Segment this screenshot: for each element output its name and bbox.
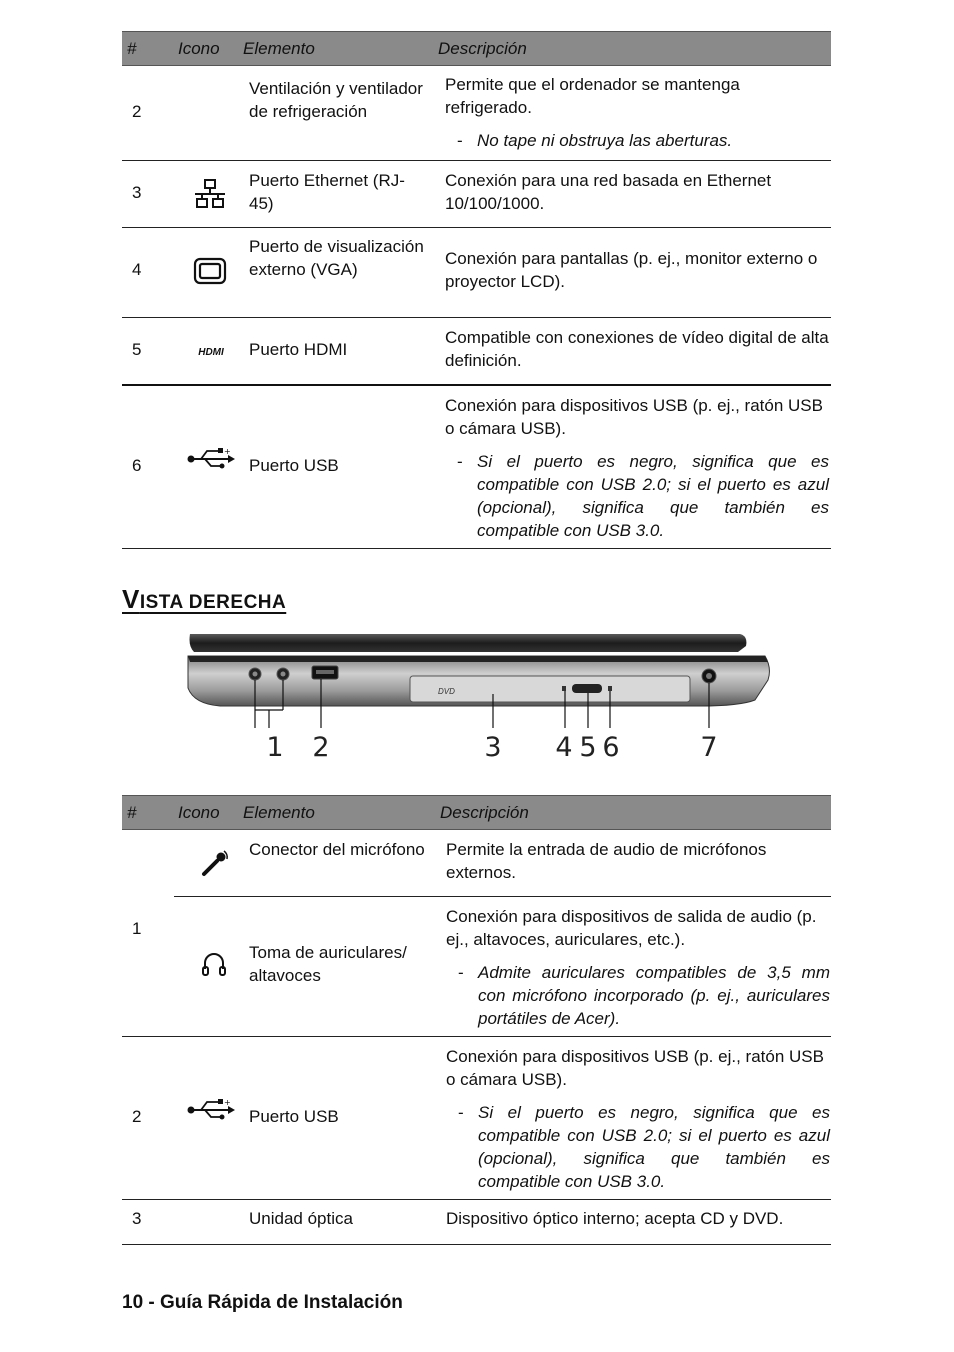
header-element: Elemento: [243, 803, 315, 822]
element-name: Puerto HDMI: [249, 340, 348, 359]
section-title-initial: V: [122, 584, 140, 614]
table-row: [122, 386, 831, 549]
table-row-group: [122, 830, 831, 1037]
element-name: Puerto de visualización externo (VGA): [249, 237, 424, 279]
table-row: [122, 161, 831, 228]
svg-text:+: +: [224, 1098, 231, 1107]
section-title-rest: ISTA DERECHA: [139, 592, 287, 613]
hdmi-icon: [192, 345, 234, 357]
usb-icon: [186, 1097, 231, 1121]
description-text: Dispositivo óptico interno; acepta CD y DVD.: [446, 1209, 784, 1228]
hdmi-icon-text: HDMI: [198, 347, 224, 357]
description-text: Compatible con conexiones de vídeo digital de alta definición.: [445, 328, 829, 370]
description-note: [446, 961, 830, 1030]
table-row: [122, 1037, 831, 1200]
element-name: Unidad óptica: [249, 1209, 353, 1228]
row-number: 2: [132, 1107, 142, 1126]
ports-table-left: [122, 31, 831, 549]
header-icon: Icono: [178, 39, 220, 58]
table-subrow: [174, 830, 831, 897]
note-text: Admite auriculares compatibles de 3,5 mm con micrófono incorporado (p. ej., auriculares portátiles de Acer).: [478, 963, 830, 1028]
note-text: Si el puerto es negro, significa que es compatible con USB 2.0; si el puerto es azul (opcional), significa que también es compatible con USB 3.0.: [477, 452, 829, 540]
dvd-logo: DVD: [438, 687, 455, 696]
header-num: #: [127, 39, 137, 58]
vga-icon: [192, 257, 234, 285]
table-header: [122, 31, 831, 66]
row-number: 6: [132, 456, 142, 475]
description: [445, 394, 829, 542]
svg-text:+: +: [224, 447, 231, 456]
description-text: Permite que el ordenador se mantenga refrigerado.: [445, 75, 740, 117]
laptop-right-side-diagram: [180, 628, 780, 768]
row-number: 3: [132, 183, 142, 202]
callout-4: 4: [555, 732, 573, 763]
note-dash: -: [457, 452, 463, 471]
callout-5: 5: [579, 732, 597, 763]
callout-3: 3: [484, 732, 502, 763]
description-text: Permite la entrada de audio de micrófonos externos.: [446, 840, 767, 882]
page-footer: 10 - Guía Rápida de Instalación: [122, 1292, 403, 1313]
eject-button: [572, 684, 602, 693]
header-element: Elemento: [243, 39, 315, 58]
note-text: Si el puerto es negro, significa que es compatible con USB 2.0; si el puerto es azul (opcional), significa que también es compatible con USB 3.0.: [478, 1103, 830, 1191]
header-description: Descripción: [438, 39, 527, 58]
row-number: 5: [132, 340, 142, 359]
description: [446, 1045, 830, 1193]
table-row: [122, 66, 831, 161]
laptop-lid: [190, 634, 747, 652]
description-note: [446, 1101, 830, 1193]
description: [445, 73, 829, 152]
optical-drive: [410, 676, 690, 702]
table-row: [122, 228, 831, 318]
description-text: Conexión para pantallas (p. ej., monitor externo o proyector LCD).: [445, 249, 818, 291]
description-note: [445, 450, 829, 542]
table-subrow: [174, 897, 831, 1036]
description-text: Conexión para dispositivos USB (p. ej., ratón USB o cámara USB).: [446, 1047, 824, 1089]
element-name: Conector del micrófono: [249, 840, 425, 859]
section-title: [122, 584, 286, 615]
headphones-icon: [200, 951, 228, 979]
callout-6: 6: [602, 732, 620, 763]
row-number: 1: [132, 919, 142, 938]
description-text: Conexión para dispositivos USB (p. ej., ratón USB o cámara USB).: [445, 396, 823, 438]
header-num: #: [127, 803, 137, 822]
element-name: Ventilación y ventilador de refrigeración: [249, 79, 423, 121]
ethernet-icon: [192, 178, 234, 210]
note-dash: -: [458, 963, 464, 982]
callout-1: 1: [266, 732, 284, 763]
header-icon: Icono: [178, 803, 220, 822]
row-number: 2: [132, 102, 142, 121]
description-text: Conexión para dispositivos de salida de audio (p. ej., altavoces, auriculares, etc.).: [446, 907, 817, 949]
callout-numbers: [266, 732, 717, 763]
element-name: Puerto Ethernet (RJ-45): [249, 171, 405, 213]
table-row: [122, 318, 831, 386]
description: [446, 905, 830, 1030]
table-row: [122, 1200, 831, 1245]
note-text: No tape ni obstruya las aberturas.: [477, 131, 733, 150]
row-number: 3: [132, 1209, 142, 1228]
description-text: Conexión para una red basada en Ethernet 10/100/1000.: [445, 171, 772, 213]
table-header: [122, 795, 831, 830]
element-name: Puerto USB: [249, 456, 339, 475]
callout-2: 2: [312, 732, 330, 763]
row-number: 4: [132, 260, 142, 279]
microphone-icon: [200, 848, 230, 878]
element-name: Puerto USB: [249, 1107, 339, 1126]
usb-icon: [186, 446, 231, 470]
description-note: [445, 129, 829, 152]
element-name: Toma de auriculares/ altavoces: [249, 943, 407, 985]
header-description: Descripción: [440, 803, 529, 822]
note-dash: -: [458, 1103, 464, 1122]
ports-table-right: [122, 795, 831, 1245]
note-dash: -: [457, 131, 463, 150]
callout-7: 7: [700, 732, 718, 763]
